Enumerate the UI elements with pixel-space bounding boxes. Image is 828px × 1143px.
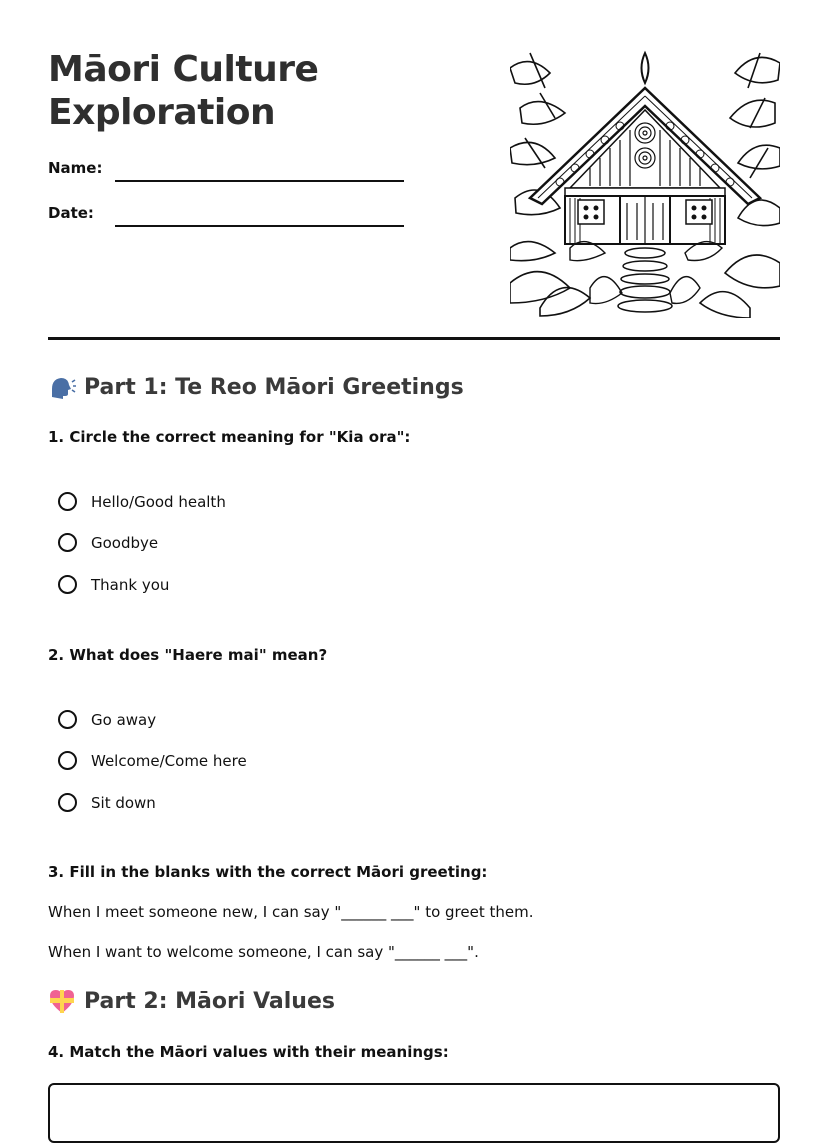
- part2-heading: [48, 987, 335, 1015]
- radio-circle[interactable]: [58, 751, 77, 770]
- radio-circle[interactable]: [58, 533, 77, 552]
- option-label: Go away: [91, 710, 157, 729]
- option-label: Sit down: [91, 793, 156, 812]
- option-label: Thank you: [91, 575, 170, 594]
- part1-heading-text: Part 1: Te Reo Māori Greetings: [84, 374, 464, 400]
- radio-circle[interactable]: [58, 492, 77, 511]
- part2-heading-text: Part 2: Māori Values: [84, 988, 335, 1014]
- date-field[interactable]: [115, 225, 404, 227]
- header-divider: [48, 337, 780, 340]
- question-4: 4. Match the Māori values with their meanings:: [48, 1043, 449, 1061]
- fill-blank-sentence-2: When I want to welcome someone, I can say "______ ___".: [48, 943, 479, 961]
- speaking-head-icon: [48, 373, 76, 401]
- wharenui-illustration: [510, 48, 780, 318]
- question-3: 3. Fill in the blanks with the correct Māori greeting:: [48, 863, 488, 881]
- radio-circle[interactable]: [58, 575, 77, 594]
- radio-circle[interactable]: [58, 710, 77, 729]
- q1-option-2[interactable]: [58, 533, 158, 552]
- option-label: Hello/Good health: [91, 492, 226, 511]
- title-line-2: Exploration: [48, 92, 276, 133]
- question-2: 2. What does "Haere mai" mean?: [48, 646, 328, 664]
- matching-table: [48, 1083, 780, 1143]
- part1-heading: [48, 373, 464, 401]
- page-title: [48, 48, 448, 134]
- q1-option-1[interactable]: [58, 492, 226, 511]
- option-label: Welcome/Come here: [91, 751, 247, 770]
- heart-with-ribbon-icon: [48, 987, 76, 1015]
- name-field[interactable]: [115, 180, 404, 182]
- date-label: Date:: [48, 204, 94, 222]
- fill-blank-sentence-1: When I meet someone new, I can say "______ ___" to greet them.: [48, 903, 534, 921]
- question-1: 1. Circle the correct meaning for "Kia ora":: [48, 428, 411, 446]
- q1-option-3[interactable]: [58, 575, 169, 594]
- option-label: Goodbye: [91, 533, 159, 552]
- q2-option-1[interactable]: [58, 710, 156, 729]
- q2-option-2[interactable]: [58, 751, 247, 770]
- radio-circle[interactable]: [58, 793, 77, 812]
- title-line-1: Māori Culture: [48, 49, 319, 90]
- name-label: Name:: [48, 159, 103, 177]
- q2-option-3[interactable]: [58, 793, 156, 812]
